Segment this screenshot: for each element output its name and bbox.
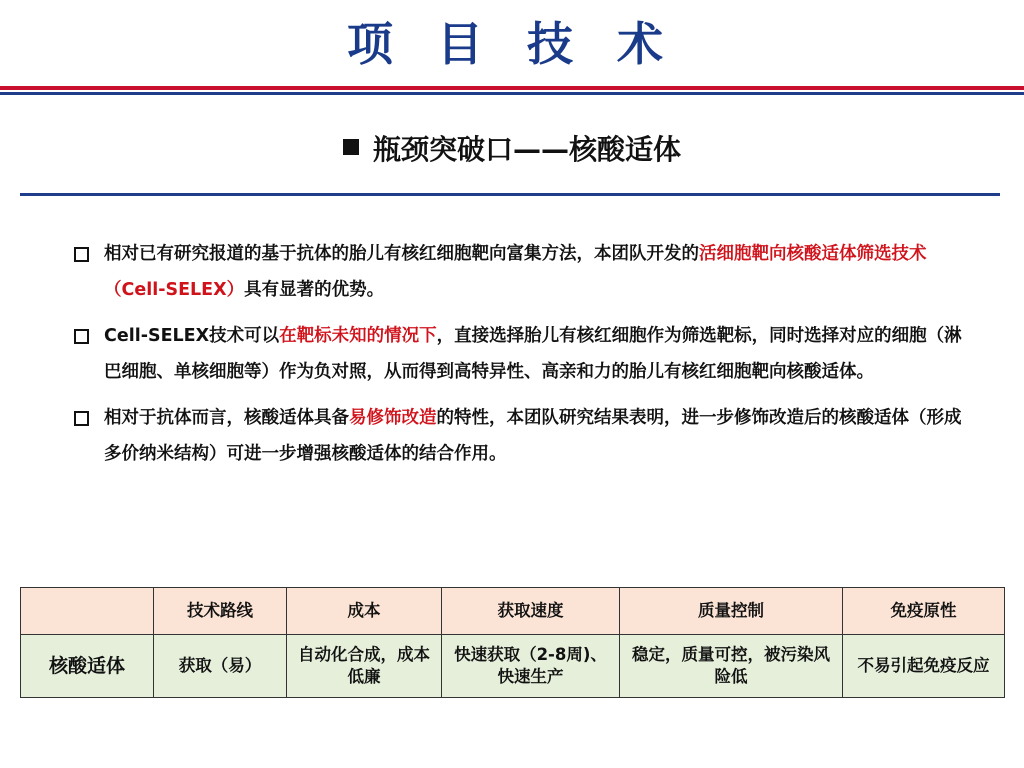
bullet-text: ，直接选择胎儿有核红细胞作为筛选靶标，同时选择对应的细胞（淋巴细胞、单核细胞等）作为负对照，从而得到高特异性、高亲和力的胎儿有核红细胞靶向核酸适体。 [104, 326, 962, 382]
table-header-cell: 获取速度 [442, 588, 620, 635]
subtitle-rule [20, 193, 1000, 196]
square-bullet-icon [343, 139, 359, 155]
table-cell: 快速获取（2-8周)、快速生产 [442, 635, 620, 698]
bullet-item [74, 236, 964, 308]
bullet-text: 的特性，本团队研究结果表明，进一步修饰改造后的核酸适体（形成多价纳米结构）可进一步增强核酸适体的结合作用。 [104, 408, 962, 464]
bullet-text: Cell-SELEX技术可以 [104, 326, 280, 346]
table-row-header: 核酸适体 [21, 635, 154, 698]
title-rule-blue [0, 92, 1024, 95]
table-row [21, 635, 1005, 698]
bullet-highlight: 易修饰改造 [349, 408, 437, 428]
bullet-item [74, 318, 964, 390]
table-header-row [21, 588, 1005, 635]
table-header-cell: 免疫原性 [843, 588, 1005, 635]
subtitle-text: 瓶颈突破口——核酸适体 [372, 133, 681, 166]
checkbox-bullet-icon [74, 329, 89, 344]
bullet-item [74, 400, 964, 472]
table-cell: 获取（易） [154, 635, 287, 698]
page-title: 项 目 技 术 [346, 17, 678, 71]
table-cell: 稳定，质量可控，被污染风险低 [620, 635, 843, 698]
table-cell: 自动化合成，成本低廉 [287, 635, 442, 698]
bullet-text: 相对已有研究报道的基于抗体的胎儿有核红细胞靶向富集方法，本团队开发的 [104, 244, 699, 264]
checkbox-bullet-icon [74, 411, 89, 426]
table-cell: 不易引起免疫反应 [843, 635, 1005, 698]
bullet-highlight: 活细胞靶向核酸适体筛选技术（Cell-SELEX） [104, 244, 927, 300]
section-subtitle [0, 130, 1024, 170]
bullet-text: 相对于抗体而言，核酸适体具备 [104, 408, 349, 428]
checkbox-bullet-icon [74, 247, 89, 262]
title-rule-red [0, 86, 1024, 90]
bullet-text: 具有显著的优势。 [244, 280, 385, 300]
table-header-cell: 质量控制 [620, 588, 843, 635]
table-header-cell: 技术路线 [154, 588, 287, 635]
bullet-list [74, 236, 964, 482]
table-header-cell [21, 588, 154, 635]
comparison-table [20, 587, 1005, 698]
table-header-cell: 成本 [287, 588, 442, 635]
bullet-highlight: 在靶标未知的情况下 [279, 326, 437, 346]
